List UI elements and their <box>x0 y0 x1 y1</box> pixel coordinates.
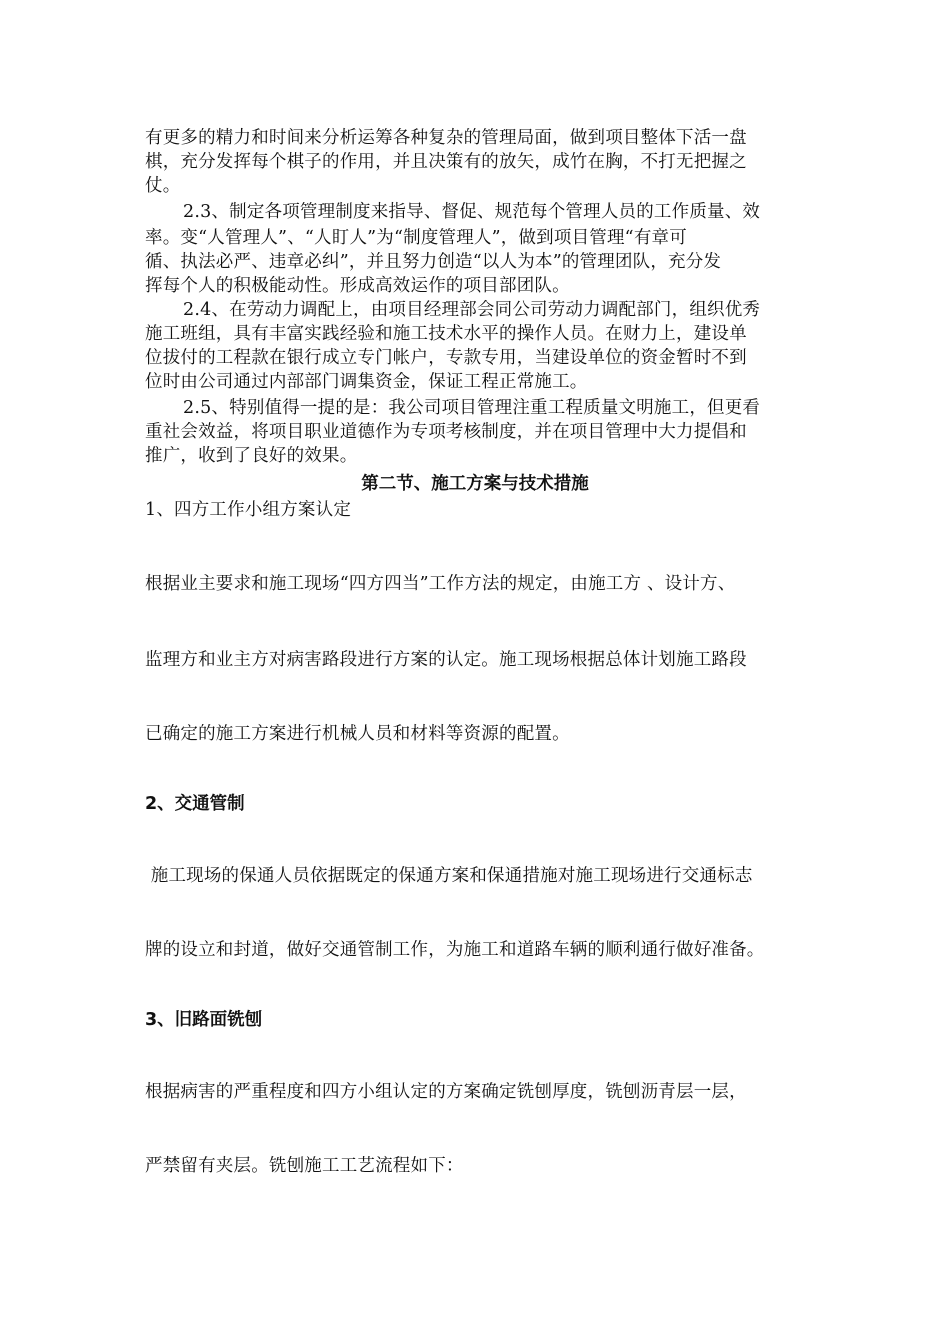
para-2-5-line-2: 重社会效益，将项目职业道德作为专项考核制度，并在项目管理中大力提倡和 <box>145 422 747 442</box>
para-2-5-line-1: 2.5、特别值得一提的是：我公司项目管理注重工程质量文明施工，但更看 <box>183 398 761 418</box>
item1-line-2: 监理方和业主方对病害路段进行方案的认定。施工现场根据总体计划施工路段 <box>145 650 747 670</box>
item3-line-1: 根据病害的严重程度和四方小组认定的方案确定铣刨厚度，铣刨沥青层一层， <box>145 1082 747 1102</box>
item1-title: 1、四方工作小组方案认定 <box>145 500 352 520</box>
item2-line-1: 施工现场的保通人员依据既定的保通方案和保通措施对施工现场进行交通标志 <box>145 866 753 886</box>
section-title: 第二节、施工方案与技术措施 <box>361 474 589 494</box>
para-intro-line-2: 棋，充分发挥每个棋子的作用，并且决策有的放矢，成竹在胸，不打无把握之 <box>145 152 747 172</box>
para-intro-line-1: 有更多的精力和时间来分析运筹各种复杂的管理局面，做到项目整体下活一盘 <box>145 128 747 148</box>
item1-line-1: 根据业主要求和施工现场“四方四当”工作方法的规定，由施工方 、设计方、 <box>145 574 736 594</box>
item1-line-3: 已确定的施工方案进行机械人员和材料等资源的配置。 <box>145 724 570 744</box>
item3-line-2: 严禁留有夹层。铣刨施工工艺流程如下： <box>145 1156 464 1176</box>
item2-title: 2、交通管制 <box>145 794 245 814</box>
item3-title: 3、旧路面铣刨 <box>145 1010 263 1030</box>
para-2-4-line-4: 位时由公司通过内部部门调集资金，保证工程正常施工。 <box>145 372 588 392</box>
para-2-4-line-1: 2.4、在劳动力调配上，由项目经理部会同公司劳动力调配部门，组织优秀 <box>183 300 761 320</box>
para-2-3-line-3: 循、执法必严、违章必纠”，并且努力创造“以人为本”的管理团队，充分发 <box>145 252 722 272</box>
para-2-4-line-3: 位拔付的工程款在银行成立专门帐户，专款专用，当建设单位的资金暂时不到 <box>145 348 747 368</box>
para-2-3-line-2: 率。变“人管理人”、“人盯人”为“制度管理人”，做到项目管理“有章可 <box>145 228 687 248</box>
para-2-4-line-2: 施工班组，具有丰富实践经验和施工技术水平的操作人员。在财力上，建设单 <box>145 324 747 344</box>
para-2-3-line-1: 2.3、制定各项管理制度来指导、督促、规范每个管理人员的工作质量、效 <box>183 202 761 222</box>
para-2-3-line-4: 挥每个人的积极能动性。形成高效运作的项目部团队。 <box>145 276 570 296</box>
para-intro-line-3: 仗。 <box>145 176 181 196</box>
para-2-5-line-3: 推广，收到了良好的效果。 <box>145 446 358 466</box>
item2-line-2: 牌的设立和封道，做好交通管制工作，为施工和道路车辆的顺利通行做好准备。 <box>145 940 765 960</box>
